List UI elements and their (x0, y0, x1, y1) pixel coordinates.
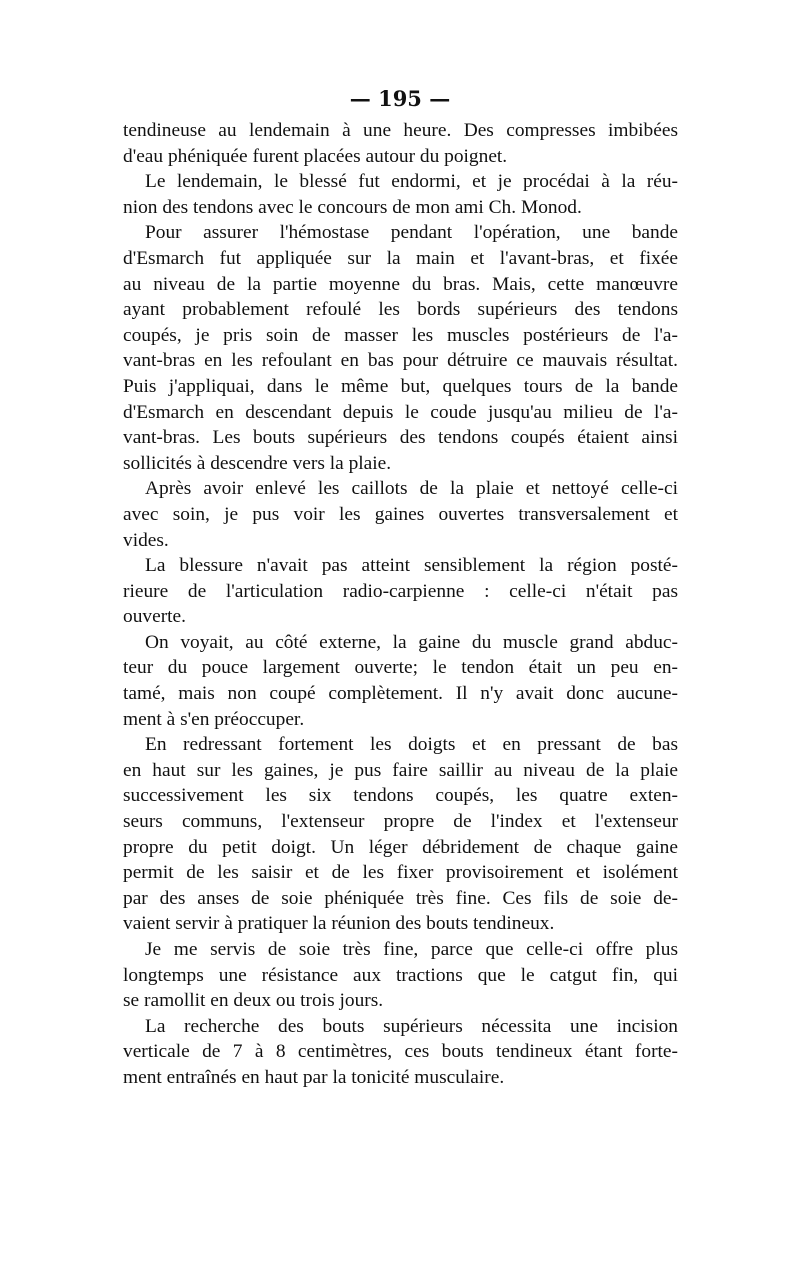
text-line: au niveau de la partie moyenne du bras. Mais, cette manœuvre (123, 273, 678, 295)
text-line: ouverte. (123, 606, 186, 628)
text-line: en haut sur les gaines, je pus faire saillir au niveau de la plaie (123, 759, 678, 781)
text-line: seurs communs, l'extenseur propre de l'index et l'extenseur (123, 811, 678, 833)
text-line: tendineuse au lendemain à une heure. Des compresses imbibées (123, 120, 678, 141)
text-line: vaient servir à pratiquer la réunion des bouts tendineux. (123, 913, 555, 935)
text-line: verticale de 7 à 8 centimètres, ces bouts tendineux étant forte- (123, 1041, 678, 1063)
text-line: ayant probablement refoulé les bords supérieurs des tendons (123, 299, 678, 321)
page-number: — 195 — (349, 86, 451, 111)
text-line: d'eau phéniquée furent placées autour du poignet. (123, 145, 508, 167)
text-line: teur du pouce largement ouverte; le tendon était un peu en- (123, 657, 678, 679)
text-line: se ramollit en deux ou trois jours. (123, 990, 384, 1012)
text-line: En redressant fortement les doigts et en pressant de bas (145, 734, 678, 756)
text-line: Après avoir enlevé les caillots de la plaie et nettoyé celle-ci (145, 478, 678, 500)
text-line: longtemps une résistance aux tractions que le catgut fin, qui (123, 964, 678, 986)
text-line: Puis j'appliquai, dans le même but, quelques tours de la bande (123, 375, 678, 397)
text-line: rieure de l'articulation radio-carpienne : celle-ci n'était pas (123, 580, 678, 602)
text-line: ment entraînés en haut par la tonicité musculaire. (123, 1066, 505, 1088)
text-line: avec soin, je pus voir les gaines ouvertes transversalement et (123, 503, 678, 525)
text-line: par des anses de soie phéniquée très fine. Ces fils de soie de- (123, 887, 678, 909)
text-line: d'Esmarch fut appliquée sur la main et l'avant-bras, et fixée (123, 247, 678, 269)
text-line: Pour assurer l'hémostase pendant l'opération, une bande (145, 222, 678, 244)
text-line: propre du petit doigt. Un léger débridement de chaque gaine (123, 836, 678, 858)
text-line: d'Esmarch en descendant depuis le coude jusqu'au milieu de l'a- (123, 401, 678, 423)
text-line: vant-bras en les refoulant en bas pour détruire ce mauvais résultat. (123, 350, 678, 372)
text-line: tamé, mais non coupé complètement. Il n'y avait donc aucune- (123, 683, 678, 705)
text-line: ment à s'en préoccuper. (123, 708, 305, 730)
text-line: successivement les six tendons coupés, les quatre exten- (123, 785, 678, 807)
text-line: vant-bras. Les bouts supérieurs des tendons coupés étaient ainsi (123, 427, 678, 449)
text-line: permit de les saisir et de les fixer provisoirement et isolément (123, 862, 678, 884)
text-line: coupés, je pris soin de masser les muscles postérieurs de l'a- (123, 324, 678, 346)
text-line: sollicités à descendre vers la plaie. (123, 452, 392, 474)
text-line: La blessure n'avait pas atteint sensiblement la région posté- (145, 555, 678, 577)
body-text (123, 118, 678, 1091)
text-line: vides. (123, 529, 169, 551)
text-line: nion des tendons avec le concours de mon ami Ch. Monod. (123, 196, 582, 218)
text-line: Le lendemain, le blessé fut endormi, et je procédai à la réu- (145, 171, 678, 193)
text-line: Je me servis de soie très fine, parce que celle-ci offre plus (145, 939, 678, 960)
text-line: La recherche des bouts supérieurs nécessita une incision (145, 1015, 678, 1037)
text-line: On voyait, au côté externe, la gaine du muscle grand abduc- (145, 631, 678, 653)
